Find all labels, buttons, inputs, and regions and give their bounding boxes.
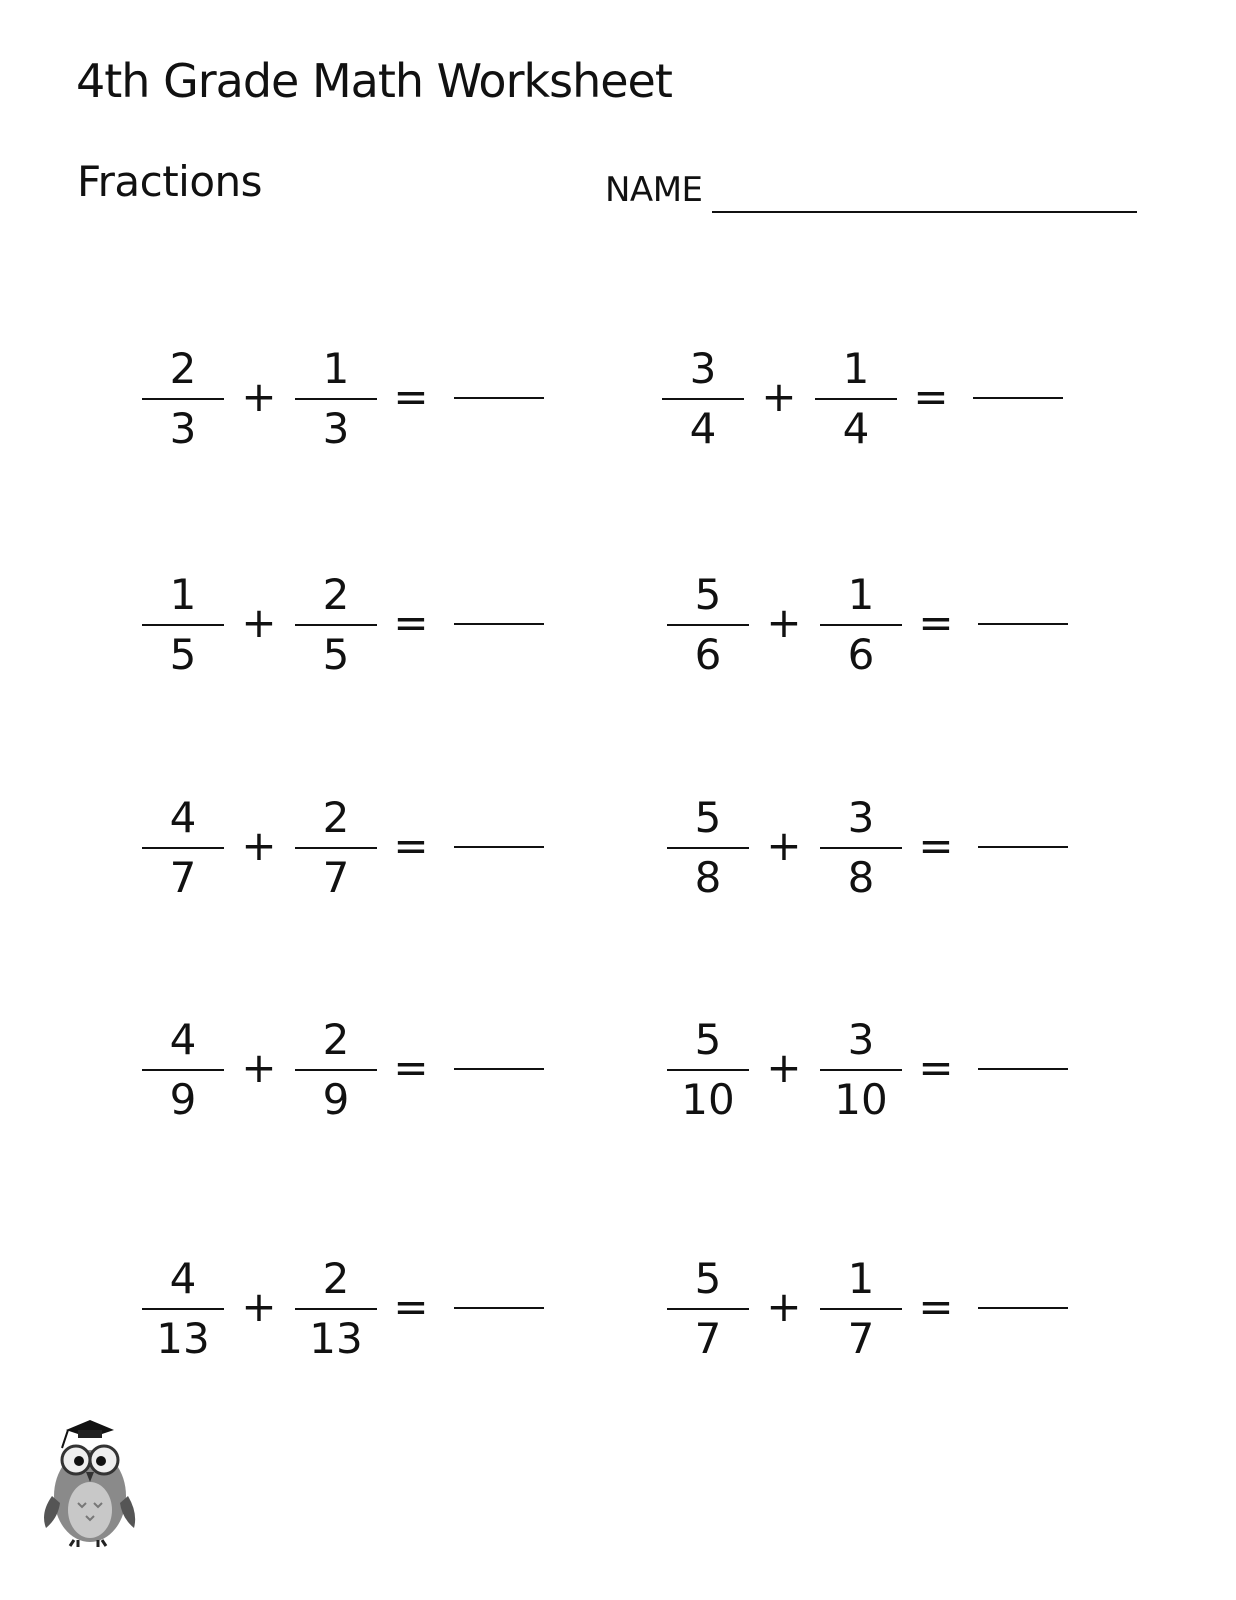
- fraction-bar: [295, 1308, 377, 1310]
- answer-blank[interactable]: [978, 623, 1068, 625]
- fraction-first: [667, 793, 749, 917]
- numerator: 2: [322, 570, 350, 619]
- fraction-second: [295, 1254, 377, 1378]
- denominator: 5: [322, 630, 350, 679]
- plus-sign: +: [241, 1282, 277, 1331]
- owl-mascot-icon: [38, 1418, 138, 1548]
- numerator: 4: [169, 1015, 197, 1064]
- denominator: 5: [169, 630, 197, 679]
- fraction-bar: [142, 847, 224, 849]
- equals-sign: =: [918, 1043, 954, 1092]
- fraction-first: [142, 344, 224, 468]
- fraction-bar: [142, 624, 224, 626]
- denominator: 6: [694, 630, 722, 679]
- equals-sign: =: [913, 372, 949, 421]
- fraction-bar: [667, 847, 749, 849]
- fraction-second: [820, 570, 902, 694]
- plus-sign: +: [766, 1282, 802, 1331]
- answer-blank[interactable]: [978, 1307, 1068, 1309]
- equals-sign: =: [918, 598, 954, 647]
- answer-blank[interactable]: [973, 397, 1063, 399]
- answer-blank[interactable]: [454, 1307, 544, 1309]
- fraction-second: [295, 1015, 377, 1139]
- fraction-second: [815, 344, 897, 468]
- fraction-bar: [820, 1069, 902, 1071]
- denominator: 13: [156, 1314, 210, 1363]
- fraction-bar: [295, 847, 377, 849]
- numerator: 1: [169, 570, 197, 619]
- fraction-second: [820, 1015, 902, 1139]
- fraction-bar: [662, 398, 744, 400]
- plus-sign: +: [766, 821, 802, 870]
- numerator: 5: [694, 1015, 722, 1064]
- denominator: 9: [169, 1075, 197, 1124]
- equals-sign: =: [393, 1282, 429, 1331]
- answer-blank[interactable]: [454, 846, 544, 848]
- plus-sign: +: [766, 1043, 802, 1092]
- equals-sign: =: [393, 821, 429, 870]
- denominator: 4: [842, 404, 870, 453]
- fraction-bar: [667, 624, 749, 626]
- fraction-bar: [667, 1308, 749, 1310]
- numerator: 2: [322, 793, 350, 842]
- plus-sign: +: [766, 598, 802, 647]
- plus-sign: +: [241, 598, 277, 647]
- numerator: 4: [169, 1254, 197, 1303]
- plus-sign: +: [241, 372, 277, 421]
- fraction-first: [142, 793, 224, 917]
- fraction-second: [295, 570, 377, 694]
- fraction-bar: [142, 398, 224, 400]
- numerator: 1: [322, 344, 350, 393]
- numerator: 1: [847, 570, 875, 619]
- denominator: 7: [322, 853, 350, 902]
- fraction-bar: [295, 398, 377, 400]
- denominator: 6: [847, 630, 875, 679]
- numerator: 2: [322, 1254, 350, 1303]
- answer-blank[interactable]: [454, 1068, 544, 1070]
- numerator: 2: [322, 1015, 350, 1064]
- numerator: 3: [689, 344, 717, 393]
- equals-sign: =: [393, 372, 429, 421]
- numerator: 3: [847, 793, 875, 842]
- fraction-second: [820, 793, 902, 917]
- fraction-bar: [820, 847, 902, 849]
- fraction-bar: [295, 624, 377, 626]
- worksheet-subtitle: Fractions: [77, 157, 263, 206]
- numerator: 5: [694, 793, 722, 842]
- denominator: 3: [322, 404, 350, 453]
- answer-blank[interactable]: [978, 846, 1068, 848]
- fraction-first: [667, 570, 749, 694]
- answer-blank[interactable]: [978, 1068, 1068, 1070]
- fraction-bar: [820, 1308, 902, 1310]
- equals-sign: =: [918, 821, 954, 870]
- equals-sign: =: [393, 598, 429, 647]
- fraction-first: [142, 570, 224, 694]
- fraction-second: [820, 1254, 902, 1378]
- numerator: 5: [694, 570, 722, 619]
- plus-sign: +: [761, 372, 797, 421]
- denominator: 4: [689, 404, 717, 453]
- fraction-first: [667, 1015, 749, 1139]
- numerator: 4: [169, 793, 197, 842]
- fraction-bar: [142, 1069, 224, 1071]
- denominator: 3: [169, 404, 197, 453]
- denominator: 13: [309, 1314, 363, 1363]
- name-input-line[interactable]: [712, 211, 1137, 213]
- fraction-first: [142, 1015, 224, 1139]
- fraction-bar: [295, 1069, 377, 1071]
- denominator: 7: [694, 1314, 722, 1363]
- plus-sign: +: [241, 1043, 277, 1092]
- denominator: 10: [834, 1075, 888, 1124]
- denominator: 8: [694, 853, 722, 902]
- denominator: 8: [847, 853, 875, 902]
- fraction-bar: [142, 1308, 224, 1310]
- fraction-first: [667, 1254, 749, 1378]
- numerator: 5: [694, 1254, 722, 1303]
- fraction-first: [662, 344, 744, 468]
- answer-blank[interactable]: [454, 397, 544, 399]
- numerator: 2: [169, 344, 197, 393]
- fraction-bar: [815, 398, 897, 400]
- fraction-bar: [820, 624, 902, 626]
- page-title: 4th Grade Math Worksheet: [76, 54, 672, 108]
- denominator: 10: [681, 1075, 735, 1124]
- fraction-second: [295, 793, 377, 917]
- denominator: 7: [847, 1314, 875, 1363]
- fraction-bar: [667, 1069, 749, 1071]
- answer-blank[interactable]: [454, 623, 544, 625]
- fraction-first: [142, 1254, 224, 1378]
- numerator: 1: [847, 1254, 875, 1303]
- plus-sign: +: [241, 821, 277, 870]
- denominator: 9: [322, 1075, 350, 1124]
- denominator: 7: [169, 853, 197, 902]
- fraction-second: [295, 344, 377, 468]
- name-label: NAME: [605, 170, 703, 210]
- numerator: 1: [842, 344, 870, 393]
- equals-sign: =: [918, 1282, 954, 1331]
- equals-sign: =: [393, 1043, 429, 1092]
- numerator: 3: [847, 1015, 875, 1064]
